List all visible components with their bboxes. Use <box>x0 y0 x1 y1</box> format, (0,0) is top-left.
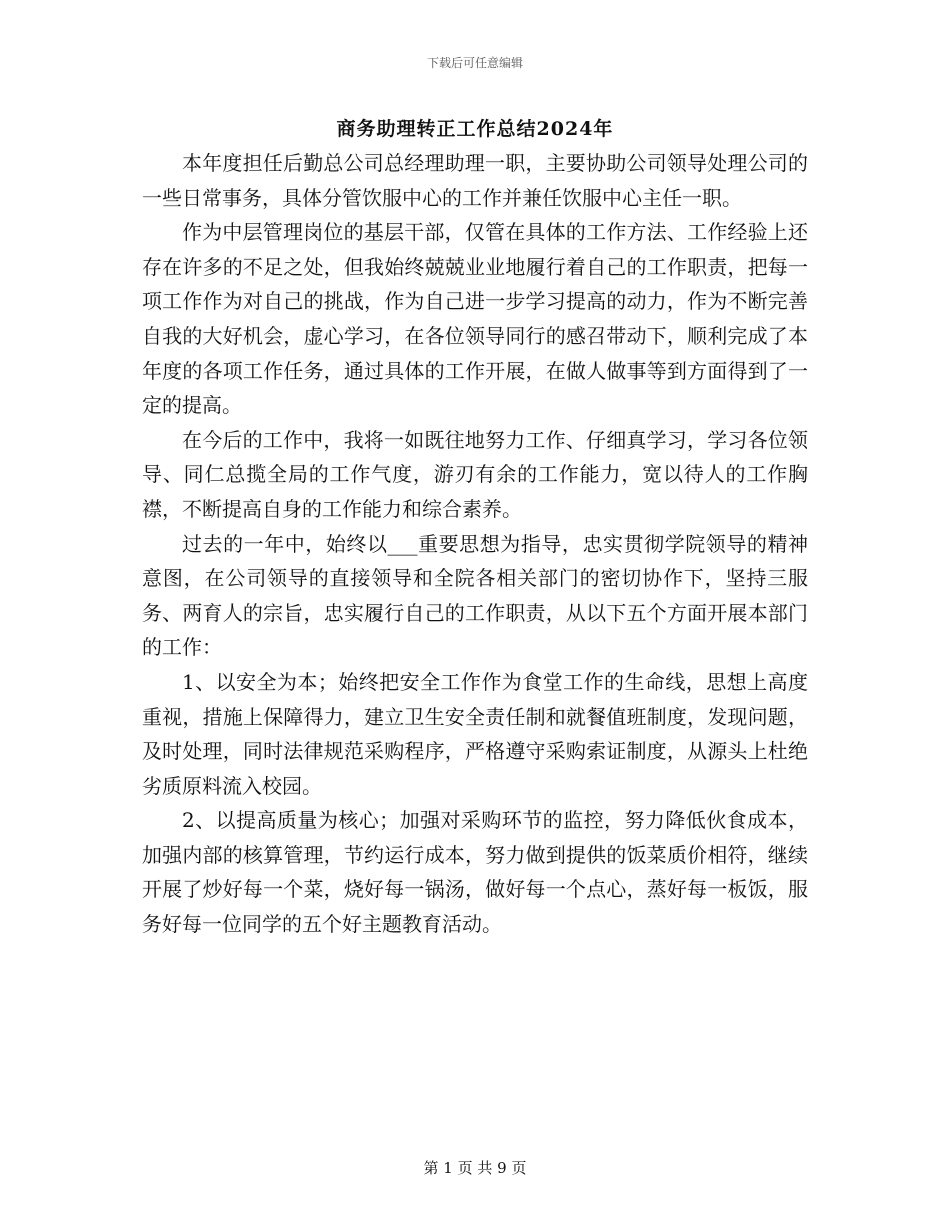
paragraph-5: 1、以安全为本；始终把安全工作作为食堂工作的生命线，思想上高度重视，措施上保障得力，建立卫生安全责任制和就餐值班制度，发现问题，及时处理，同时法律规范采购程序，严格遵守采购索证制度，从源头上杜绝劣质原料流入校园。 <box>142 669 808 798</box>
paragraph-1: 本年度担任后勤总公司总经理助理一职，主要协助公司领导处理公司的一些日常事务，具体分管饮服中心的工作并兼任饮服中心主任一职。 <box>142 151 808 210</box>
header-note: 下载后可任意编辑 <box>426 56 523 70</box>
paragraph-2: 作为中层管理岗位的基层干部，仅管在具体的工作方法、工作经验上还存在许多的不足之处，但我始终兢兢业业地履行着自己的工作职责，把每一项工作作为对自己的挑战，作为自己进一步学习提高的动力，作为不断完善自我的大好机会，虚心学习，在各位领导同行的感召带动下，顺利完成了本年度的各项工作任务，通过具体的工作开展，在做人做事等到方面得到了一定的提高。 <box>142 220 808 418</box>
paragraph-3: 在今后的工作中，我将一如既往地努力工作、仔细真学习，学习各位领导、同仁总揽全局的工作气度，游刃有余的工作能力，宽以待人的工作胸襟，不断提高自身的工作能力和综合素养。 <box>142 427 808 521</box>
paragraph-4: 过去的一年中，始终以___重要思想为指导，忠实贯彻学院领导的精神意图，在公司领导的直接领导和全院各相关部门的密切协作下，坚持三服务、两育人的宗旨，忠实履行自己的工作职责，从以下五个方面开展本部门的工作： <box>142 531 808 660</box>
page-number-footer: 第 1 页 共 9 页 <box>423 1159 527 1177</box>
document-body <box>142 146 808 942</box>
document-title: 商务助理转正工作总结2024年 <box>336 118 614 140</box>
paragraph-6: 2、以提高质量为核心；加强对采购环节的监控，努力降低伙食成本，加强内部的核算管理，节约运行成本，努力做到提供的饭菜质价相符，继续开展了炒好每一个菜，烧好每一锅汤，做好每一个点心，蒸好每一板饭，服务好每一位同学的五个好主题教育活动。 <box>142 808 808 937</box>
